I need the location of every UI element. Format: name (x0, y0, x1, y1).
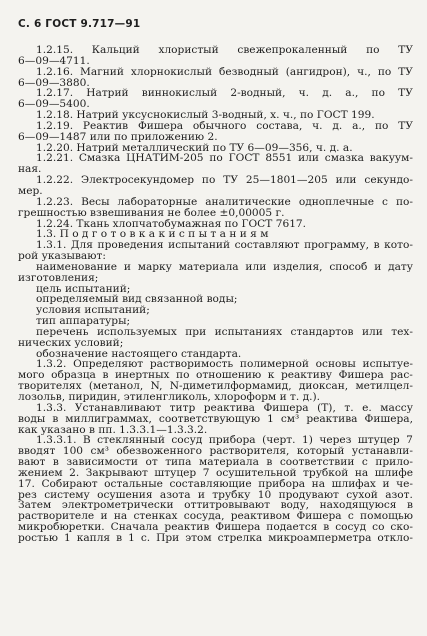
text-line: воды в миллиграммах, соответствующую 1 см³ реактива Фишера, (18, 413, 413, 425)
text-line: 1.3.3.1. В стеклянный сосуд прибора (черт. 1) через штуцер 7 (36, 435, 413, 447)
text-line: 1.2.22. Электросекундомер по ТУ 25—1801—205 или секундо- (36, 175, 413, 186)
text-line: 17. Собирают остальные составляющие прибора на шлифах и че- (18, 478, 413, 490)
document-body (18, 45, 413, 544)
text-line: 1.3. П о д г о т о в к а к и с п ы т а н и я м (36, 229, 269, 241)
text-line: 1.3.2. Определяют растворимость полимерной основы испытуе- (36, 359, 413, 371)
text-line: 1.2.23. Весы лабораторные аналитические одноплечные с по- (36, 196, 413, 208)
text-line: нических условий; (18, 337, 124, 349)
text-line: 1.2.15. Кальций хлористый свежепрокаленный по ТУ (36, 45, 413, 56)
text-line: 6—09—4711. (18, 55, 90, 67)
text-line: 1.2.16. Магний хлорнокислый безводный (ангидрон), ч., по ТУ (36, 66, 413, 78)
text-line: определяемый вид связанной воды; (36, 294, 238, 306)
text-line: 1.2.18. Натрий уксуснокислый 3-водный, х. ч., по ГОСТ 199. (36, 110, 375, 121)
page-header: С. 6 ГОСТ 9.717—91 (18, 18, 141, 30)
text-line: 6—09—5400. (18, 99, 90, 111)
text-line: 1.2.21. Смазка ЦНАТИМ-205 по ГОСТ 8551 или смазка вакуум- (36, 153, 413, 165)
text-line: рой указывают: (18, 251, 106, 262)
text-line: рез систему осушения азота и трубку 10 продувают сухой азот. (18, 489, 413, 501)
text-line: ростью 1 капля в 1 с. При этом стрелка микроамперметра откло- (18, 532, 413, 544)
text-line: обозначение настоящего стандарта. (36, 348, 242, 360)
text-line: мер. (18, 185, 43, 197)
text-line: вводят 100 см³ обезвоженного растворителя, который устанавли- (18, 446, 413, 458)
text-line: Затем электрометрически оттитровывают воду, находящуюся в (18, 500, 413, 512)
text-line: 1.3.1. Для проведения испытаний составляют программу, в кото- (36, 240, 413, 252)
text-line: растворителе и на стенках сосуда, реактивом Фишера с помощью (18, 511, 413, 523)
text-line: 1.2.17. Натрий виннокислый 2-водный, ч. д. а., по ТУ (36, 88, 413, 100)
text-line: наименование и марку материала или изделия, способ и дату (36, 261, 413, 273)
text-line: перечень используемых при испытаниях стандартов или тех- (36, 326, 413, 338)
text-line: вают в зависимости от типа материала в соответствии с прило- (18, 457, 413, 468)
text-line: 1.2.20. Натрий металлический по ТУ 6—09—356, ч. д. а. (36, 142, 353, 154)
text-line: жением 2. Закрывают штуцер 7 осушительной трубкой на шлифе (18, 467, 413, 479)
text-line: лозольв, пиридин, этиленгликоль, хлороформ и т. д.). (18, 392, 321, 403)
text-line: изготовления; (18, 272, 99, 284)
text-line: тип аппаратуры; (36, 316, 131, 327)
text-line: 6—09—3880. (18, 77, 90, 89)
text-line: 1.2.24. Ткань хлопчатобумажная по ГОСТ 7617. (36, 218, 307, 230)
text-line: грешностью взвешивания не более ±0,00005 г. (18, 207, 285, 219)
text-line: микробюретки. Сначала реактив Фишера подается в сосуд со ско- (18, 522, 413, 533)
text-line: условия испытаний; (36, 305, 150, 317)
text-line: творителях (метанол, N, N-диметилформамид, диоксан, метилцел- (18, 381, 413, 392)
text-line: 6—09—1487 или по приложению 2. (18, 131, 218, 143)
text-line: ная. (18, 164, 42, 176)
text-line: мого образца в инертных по отношению к реактиву Фишера рас- (18, 370, 413, 382)
text-line: как указано в пп. 1.3.3.1—1.3.3.2. (18, 424, 208, 436)
text-line: 1.2.19. Реактив Фишера обычного состава, ч. д. а., по ТУ (36, 120, 413, 132)
text-line: цель испытаний; (36, 283, 131, 295)
text-line: 1.3.3. Устанавливают титр реактива Фишера (T), т. е. массу (36, 402, 413, 414)
